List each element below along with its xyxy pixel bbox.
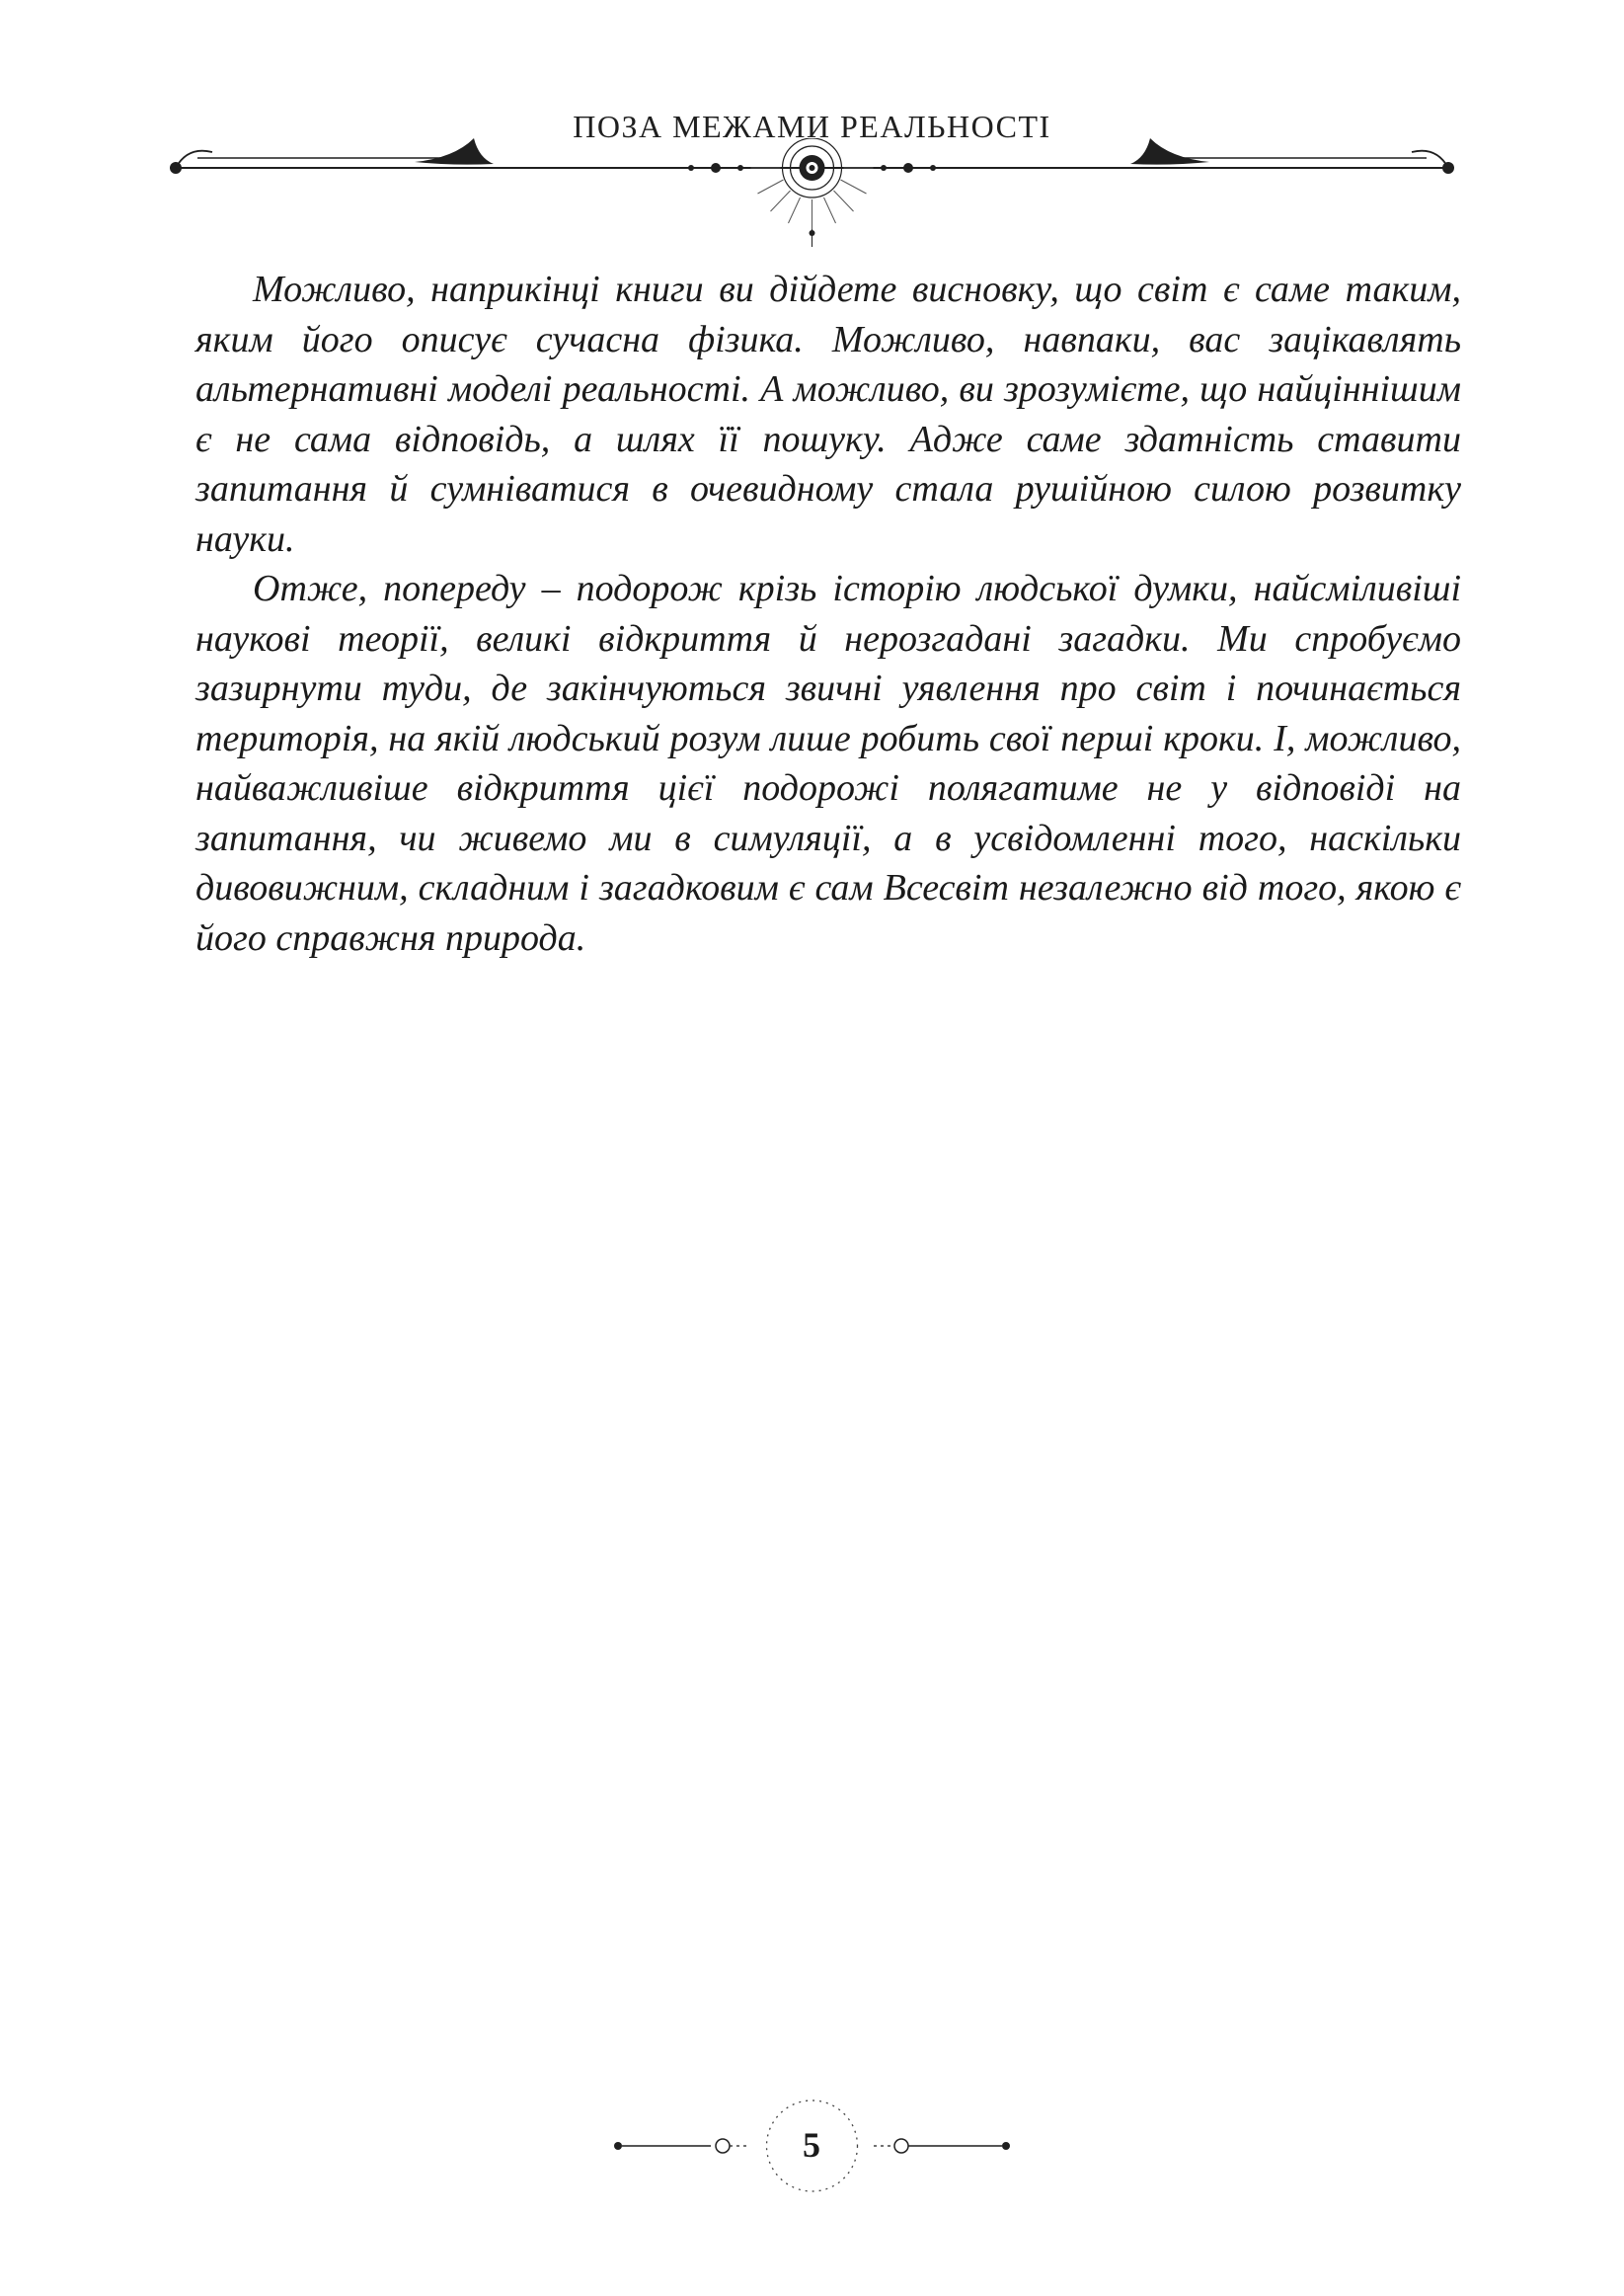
- paragraph-1: Можливо, наприкінці книги ви дійдете висновку, що світ є саме таким, яким його описує сучасна фізика. Можливо, навпаки, вас зацікавлять альтернативні моделі реальності. А можливо, ви зрозумієте, що найціннішим є не сама відповідь, а шлях її пошуку. Адже саме здатність ставити запитання й сумніватися в очевидному стала рушійною силою розвитку науки.: [195, 269, 1461, 560]
- running-header: ПОЗА МЕЖАМИ РЕАЛЬНОСТІ: [573, 109, 1051, 144]
- paragraph-2: Отже, попереду – подорож крізь історію людської думки, найсміливіші наукові теорії, великі відкриття й нерозгадані загадки. Ми спробуємо зазирнути туди, де закінчуються звичні уявлення про світ і починається територія, на якій людський розум лише робить свої перші кроки. І, можливо, найважливіше відкриття цієї подорожі полягатиме не у відповіді на запитання, чи живемо ми в симуляції, а в усвідомленні того, наскільки дивовижним, складним і загадковим є сам Всесвіт незалежно від того, якою є його справжня природа.: [195, 568, 1461, 959]
- central-medallion: [751, 138, 874, 247]
- body-text: [195, 265, 1461, 963]
- page-number: 5: [803, 2125, 820, 2165]
- header-ornament: [158, 138, 1466, 247]
